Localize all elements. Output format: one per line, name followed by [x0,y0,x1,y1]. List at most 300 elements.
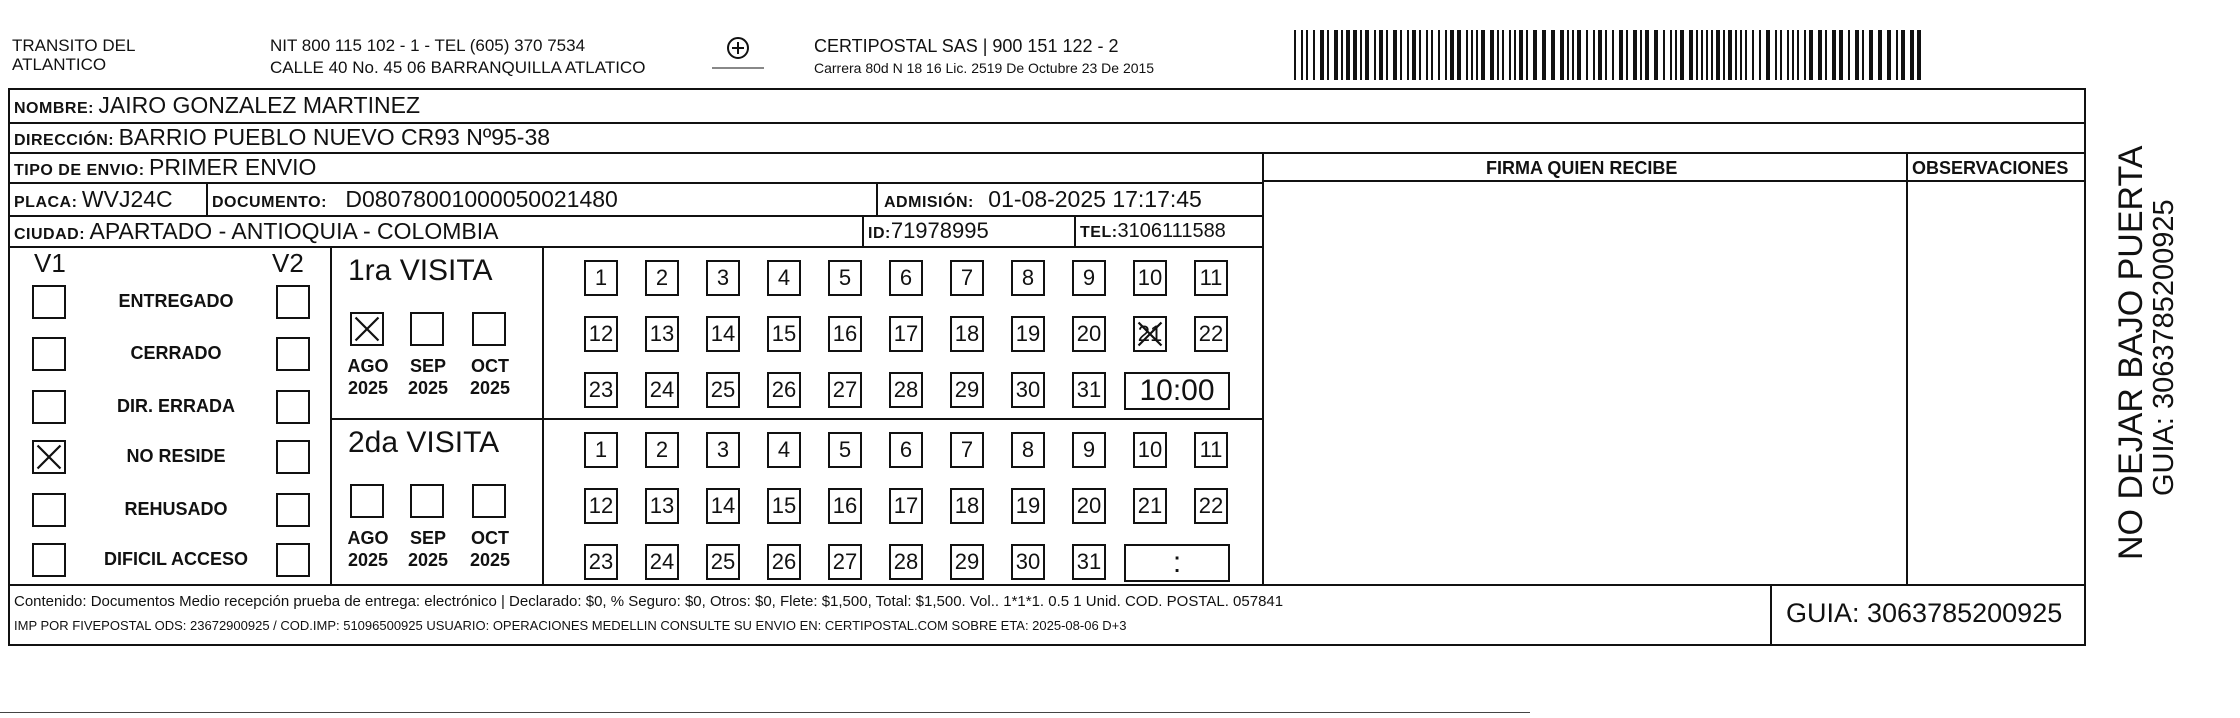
v1-checkbox[interactable] [32,440,66,474]
footer-guia: GUIA: 3063785200925 [1786,598,2063,628]
day-box[interactable] [645,316,679,352]
month-label: SEP [409,356,447,376]
placa-label: PLACA: [14,194,78,211]
day-box[interactable] [767,488,801,524]
day-box[interactable] [1072,372,1106,408]
day-number: 26 [771,549,797,574]
day-box[interactable] [584,488,618,524]
day-box[interactable] [1011,544,1045,580]
barcode-bar [1502,30,1504,80]
status-reason-label: CERRADO [130,343,222,363]
day-number: 7 [960,265,974,290]
barcode-bar [1457,30,1461,80]
year-label: 2025 [407,550,449,570]
barcode-bar [1598,30,1602,80]
day-box[interactable] [645,488,679,524]
barcode-bar [1306,30,1308,80]
day-box[interactable] [828,372,862,408]
admision-label: ADMISIÓN: [884,194,974,211]
day-number: 11 [1199,437,1223,462]
day-box[interactable] [1133,488,1167,524]
day-number: 4 [777,437,791,462]
day-number: 6 [899,437,913,462]
day-box[interactable] [706,372,740,408]
barcode-bar [1514,30,1516,80]
day-box[interactable] [767,316,801,352]
tipo-envio-value: PRIMER ENVIO [149,154,317,180]
barcode-bar [1374,30,1376,80]
day-number: 23 [588,377,614,402]
barcode-bar [1551,30,1555,80]
barcode-bar [1341,30,1343,80]
day-number: 15 [771,493,797,518]
barcode-bar [1445,30,1447,80]
day-box[interactable] [645,544,679,580]
day-number: 8 [1021,265,1035,290]
admision-field [884,186,1202,213]
barcode-bar [1586,30,1588,80]
nombre-value: JAIRO GONZALEZ MARTINEZ [98,92,420,118]
barcode-bar [1301,30,1303,80]
barcode-bar [1605,30,1607,80]
barcode-bar [1577,30,1581,80]
nombre-field [14,92,420,119]
month-label: OCT [471,528,509,548]
day-box[interactable] [828,432,862,468]
documento-field [212,186,618,213]
barcode-bar [1696,30,1698,80]
barcode-bar [1855,30,1859,80]
day-box[interactable] [767,372,801,408]
day-box[interactable] [950,316,984,352]
barcode-bar [1645,30,1649,80]
placa-value: WVJ24C [81,186,173,212]
day-box[interactable] [645,432,679,468]
v2-checkbox[interactable] [276,390,310,424]
month-label: AGO [347,528,389,548]
day-box[interactable] [767,260,801,296]
barcode-bar [1400,30,1402,80]
barcode-bar [1509,30,1511,80]
day-number: 3 [716,265,730,290]
barcode-bar [1431,30,1433,80]
firma-header: FIRMA QUIEN RECIBE [1486,158,1678,178]
day-number: 14 [710,493,736,518]
day-box[interactable] [1072,432,1106,468]
barcode-bar [1365,30,1369,80]
barcode-bar [1797,30,1799,80]
documento-label: DOCUMENTO: [212,194,327,211]
v1-checkbox[interactable] [32,285,66,319]
month-label: OCT [471,356,509,376]
ciudad-field [14,218,498,245]
barcode-bar [1910,30,1914,80]
v1-label: V1 [34,248,66,278]
barcode-bar [1759,30,1761,80]
v1-checkbox[interactable] [32,493,66,527]
side-guia: GUIA: 3063785200925 [2148,199,2180,496]
day-number: 31 [1076,377,1102,402]
barcode-bar [1481,30,1485,80]
day-number: 29 [954,377,980,402]
day-box[interactable] [1194,260,1228,296]
month-label: SEP [409,528,447,548]
day-box[interactable] [1194,488,1228,524]
carrier-logo [708,34,768,78]
barcode-bar [1626,30,1628,80]
barcode-bar [1787,30,1789,80]
day-box[interactable] [889,544,923,580]
day-number: 12 [588,321,614,346]
day-box[interactable] [1133,316,1167,352]
barcode-bar [1848,30,1850,80]
barcode-bar [1640,30,1642,80]
tipo-envio-field [14,154,316,181]
barcode-bar [1360,30,1362,80]
month-checkbox[interactable] [350,484,384,518]
day-number: 16 [832,321,858,346]
barcode-bar [1735,30,1737,80]
id-label: ID: [868,225,891,242]
barcode-bar [1407,30,1409,80]
month-label: AGO [347,356,389,376]
day-number: 23 [588,549,614,574]
day-number: 8 [1021,437,1035,462]
barcode-bar [1419,30,1421,80]
tel-label: TEL: [1080,224,1118,241]
barcode-bar [1711,30,1713,80]
barcode-bar [1818,30,1822,80]
barcode-bar [1809,30,1813,80]
day-box[interactable] [1133,260,1167,296]
barcode-bar [1572,30,1574,80]
barcode-bar [1320,30,1324,80]
day-number: 6 [899,265,913,290]
day-number: 12 [588,493,614,518]
barcode-bar [1560,30,1564,80]
documento-value: D08078001000050021480 [345,186,618,212]
day-box[interactable] [950,432,984,468]
day-number: 4 [777,265,791,290]
visit-title: 2da VISITA [348,426,500,459]
tipo-envio-label: TIPO DE ENVIO: [14,162,145,179]
day-number: 21 [1137,493,1163,518]
day-box[interactable] [889,372,923,408]
id-field [868,218,989,244]
day-box[interactable] [584,372,618,408]
barcode-bar [1353,30,1357,80]
barcode-bar [1567,30,1569,80]
barcode-bar [1438,30,1440,80]
day-number: 30 [1015,377,1041,402]
footer-imp-line: IMP POR FIVEPOSTAL ODS: 23672900925 / COD.IMP: 51096500925 USUARIO: OPERACIONES MEDELLIN CONSULTE SU ENVIO EN: CERTIPOSTAL.COM SOBRE ETA: 2025-08-06 D+3 [14,618,1127,633]
day-number: 18 [954,493,980,518]
tel-field [1080,220,1226,243]
barcode-bar [1869,30,1873,80]
day-box[interactable] [1072,488,1106,524]
day-box[interactable] [1194,432,1228,468]
day-number: 13 [649,493,675,518]
barcode-bar [1887,30,1891,80]
visit-time-box[interactable] [1124,544,1230,582]
barcode-bar [1766,30,1770,80]
barcode-bar [1901,30,1905,80]
day-number: 13 [649,321,675,346]
barcode-bar [1476,30,1478,80]
day-number: 29 [954,549,980,574]
barcode-bar [1490,30,1494,80]
barcode-bar [1675,30,1677,80]
barcode-bar [1633,30,1637,80]
day-number: 18 [954,321,980,346]
day-box[interactable] [889,260,923,296]
form-frame [8,88,2086,646]
day-number: 2 [655,437,669,462]
day-box[interactable] [828,316,862,352]
day-number: 22 [1198,493,1224,518]
barcode-bar [1663,30,1665,80]
barcode-bar [1526,30,1528,80]
day-number: 20 [1076,493,1102,518]
day-box[interactable] [706,432,740,468]
day-number: 15 [771,321,797,346]
v1-checkbox[interactable] [32,543,66,577]
barcode-bar [1334,30,1338,80]
year-label: 2025 [407,378,449,398]
barcode-bar [1716,30,1720,80]
day-number: 26 [771,377,797,402]
month-checkbox[interactable] [472,484,506,518]
month-checkbox[interactable] [410,484,444,518]
day-box[interactable] [1072,260,1106,296]
day-number: 11 [1199,265,1223,290]
direccion-field [14,124,550,151]
day-number: 10 [1137,265,1163,290]
month-checkbox[interactable] [410,312,444,346]
barcode-bar [1542,30,1546,80]
barcode-bar [1519,30,1523,80]
day-number: 27 [832,549,858,574]
barcode-bar [1533,30,1537,80]
side-notice: NO DEJAR BAJO PUERTA [2112,145,2150,560]
day-box[interactable] [1072,544,1106,580]
day-number: 1 [594,265,608,290]
day-box[interactable] [1133,432,1167,468]
barcode-bar [1379,30,1383,80]
v1-checkbox[interactable] [32,390,66,424]
year-label: 2025 [347,378,389,398]
ciudad-value: APARTADO - ANTIOQUIA - COLOMBIA [89,218,499,244]
day-box[interactable] [1011,372,1045,408]
day-box[interactable] [584,260,618,296]
barcode-bar [1393,30,1397,80]
barcode-bar [1466,30,1468,80]
barcode-bar [1619,30,1623,80]
visit-time: : [1172,546,1182,579]
barcode-bar [1680,30,1684,80]
day-box[interactable] [1011,432,1045,468]
day-box[interactable] [828,488,862,524]
barcode-bar [1327,30,1329,80]
barcode-bar [1386,30,1388,80]
barcode-bar [1593,30,1595,80]
day-box[interactable] [889,316,923,352]
day-box[interactable] [889,432,923,468]
sender-name: TRANSITO DEL ATLANTICO [12,36,135,74]
day-number: 24 [649,377,675,402]
barcode-bar [1450,30,1454,80]
direccion-label: DIRECCIÓN: [14,132,115,149]
day-box[interactable] [1194,316,1228,352]
placa-field [14,186,173,213]
carrier-license: Carrera 80d N 18 16 Lic. 2519 De Octubre 23 De 2015 [814,60,1155,76]
day-box[interactable] [889,488,923,524]
barcode-bar [1497,30,1499,80]
day-number: 28 [893,549,919,574]
status-reason-label: DIFICIL ACCESO [103,549,248,569]
barcode-bar [1689,30,1693,80]
day-number: 5 [838,437,852,462]
nombre-label: NOMBRE: [14,100,94,117]
day-box[interactable] [706,544,740,580]
sender-nit: NIT 800 115 102 - 1 - TEL (605) 370 7534 [270,36,586,55]
day-box[interactable] [645,260,679,296]
barcode-bar [1752,30,1754,80]
barcode [1294,30,1930,80]
day-box[interactable] [950,488,984,524]
v2-checkbox[interactable] [276,337,310,371]
barcode-bar [1878,30,1882,80]
barcode-bar [1346,30,1350,80]
day-number: 17 [893,493,919,518]
status-reason-label: ENTREGADO [118,291,234,311]
day-box[interactable] [1011,488,1045,524]
day-box[interactable] [584,316,618,352]
day-box[interactable] [950,544,984,580]
day-number: 25 [710,549,736,574]
day-box[interactable] [767,432,801,468]
day-box[interactable] [1072,316,1106,352]
tel-value: 3106111588 [1117,220,1226,242]
direccion-value: BARRIO PUEBLO NUEVO CR93 Nº95-38 [118,124,551,150]
day-number: 9 [1082,437,1096,462]
ciudad-label: CIUDAD: [14,226,86,243]
day-box[interactable] [767,544,801,580]
day-box[interactable] [645,372,679,408]
barcode-bar [1804,30,1806,80]
day-box[interactable] [706,316,740,352]
month-checkbox[interactable] [472,312,506,346]
barcode-bar [1792,30,1794,80]
barcode-bar [1745,30,1747,80]
day-number: 20 [1076,321,1102,346]
admision-value: 01-08-2025 17:17:45 [988,186,1202,212]
barcode-bar [1612,30,1614,80]
barcode-bar [1917,30,1921,80]
status-reason-label: REHUSADO [124,499,228,519]
day-number: 25 [710,377,736,402]
visit-time-box[interactable] [1124,372,1230,410]
id-value: 71978995 [890,218,989,243]
v2-checkbox[interactable] [276,543,310,577]
barcode-bar [1780,30,1782,80]
status-reason-label: NO RESIDE [126,446,226,466]
barcode-bar [1706,30,1708,80]
day-number: 24 [649,549,675,574]
day-box[interactable] [584,432,618,468]
barcode-bar [1832,30,1836,80]
day-number: 21 [1137,321,1163,346]
day-number: 5 [838,265,852,290]
day-box[interactable] [950,372,984,408]
v1-checkbox[interactable] [32,337,66,371]
day-number: 9 [1082,265,1096,290]
v2-checkbox[interactable] [276,440,310,474]
sender-address: CALLE 40 No. 45 06 BARRANQUILLA ATLATICO [270,58,646,77]
visit-title: 1ra VISITA [348,254,493,287]
barcode-bar [1740,30,1742,80]
barcode-bar [1775,30,1777,80]
barcode-bar [1862,30,1864,80]
barcode-bar [1839,30,1843,80]
day-number: 16 [832,493,858,518]
day-box[interactable] [950,260,984,296]
status-reason-label: DIR. ERRADA [116,396,235,416]
year-label: 2025 [469,550,511,570]
barcode-bar [1294,30,1296,80]
day-box[interactable] [1011,260,1045,296]
day-box[interactable] [706,260,740,296]
barcode-bar [1896,30,1898,80]
barcode-bar [1670,30,1672,80]
barcode-bar [1701,30,1703,80]
month-checkbox[interactable] [350,312,384,346]
day-number: 27 [832,377,858,402]
day-number: 30 [1015,549,1041,574]
barcode-bar [1723,30,1725,80]
day-box[interactable] [706,488,740,524]
v2-checkbox[interactable] [276,285,310,319]
barcode-bar [1426,30,1428,80]
observaciones-header: OBSERVACIONES [1912,158,2069,178]
day-number: 28 [893,377,919,402]
day-number: 19 [1015,321,1041,346]
day-box[interactable] [828,544,862,580]
day-number: 22 [1198,321,1224,346]
day-number: 1 [594,437,608,462]
barcode-bar [1654,30,1658,80]
carrier-name: CERTIPOSTAL SAS | 900 151 122 - 2 [814,36,1119,56]
v2-label: V2 [272,248,304,278]
day-number: 7 [960,437,974,462]
day-box[interactable] [1011,316,1045,352]
day-number: 3 [716,437,730,462]
day-box[interactable] [584,544,618,580]
barcode-bar [1825,30,1827,80]
barcode-bar [1313,30,1315,80]
barcode-bar [1728,30,1732,80]
barcode-bar [1412,30,1416,80]
v2-checkbox[interactable] [276,493,310,527]
year-label: 2025 [347,550,389,570]
barcode-bar [1471,30,1473,80]
day-number: 17 [893,321,919,346]
footer-content-line: Contenido: Documentos Medio recepción prueba de entrega: electrónico | Declarado: $0, % Seguro: $0, Otros: $0, Flete: $1,500, Total: $1,500. Vol.. 1*1*1. 0.5 1 Unid. COD. POSTAL. 057841 [14,593,1284,610]
year-label: 2025 [469,378,511,398]
day-box[interactable] [828,260,862,296]
day-number: 2 [655,265,669,290]
day-number: 10 [1137,437,1163,462]
